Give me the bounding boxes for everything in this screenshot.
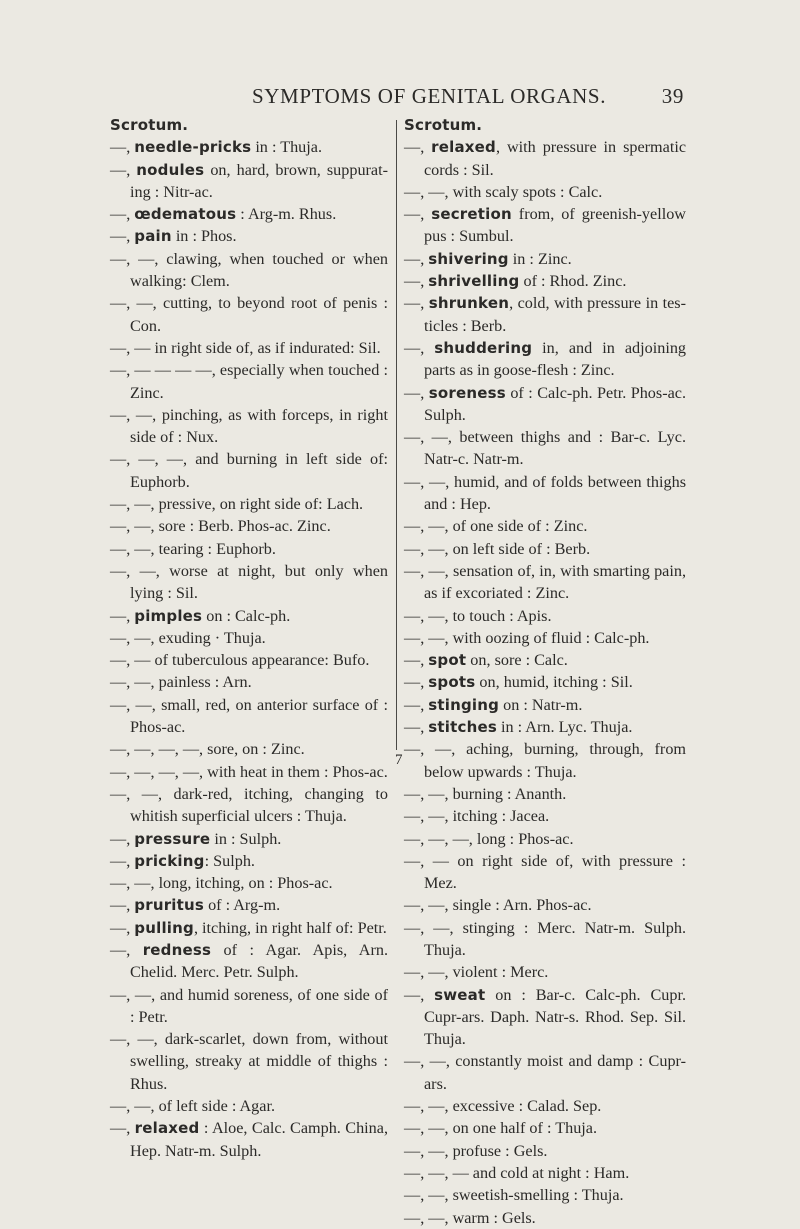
entry-text: : Aloe, Calc. Camph. China, Hep. Natr-m. Sulph. [130, 1119, 388, 1160]
entry-text: , with pressure in spermatic cords : Sil. [424, 138, 687, 179]
index-entry [404, 248, 686, 270]
index-entry [404, 538, 686, 560]
entry-lead: —, [110, 160, 137, 179]
entry-keyword: pimples [134, 606, 203, 625]
entry-text: , cold, with pressure in tes-ticles : Berb. [424, 294, 686, 335]
entry-text: —, —, pinching, as with forceps, in right side of : Nux. [110, 405, 388, 447]
entry-text: : Sulph. [204, 851, 255, 870]
entry-keyword: spot [428, 651, 467, 670]
index-entry [110, 136, 388, 158]
entry-keyword: sweat [434, 985, 486, 1004]
index-entry [404, 828, 686, 850]
right-column [404, 114, 686, 1229]
index-entry [404, 1184, 686, 1206]
entry-text: —, —, —, and burning in left side of: Euphorb. [110, 450, 388, 491]
entry-text: —, —, constantly moist and damp : Cupr-ars. [404, 1052, 686, 1093]
entry-keyword: pressure [134, 829, 211, 848]
index-entry [404, 850, 686, 895]
entry-keyword: relaxed [431, 138, 496, 157]
index-entry [404, 471, 686, 516]
entry-text: on, humid, itching : Sil. [475, 673, 633, 692]
index-entry [404, 560, 686, 605]
entry-lead: —, [110, 918, 135, 937]
index-entry [110, 337, 388, 359]
entry-text: —, —, with oozing of fluid : Calc-ph. [404, 628, 650, 647]
index-entry [404, 694, 686, 716]
entry-text: —, —, with scaly spots : Calc. [404, 182, 603, 201]
index-entry [404, 961, 686, 983]
entry-keyword: shrunken [428, 294, 510, 313]
entry-keyword: shrivelling [428, 272, 520, 291]
entry-lead: —, [110, 227, 135, 246]
entry-text: in : Arn. Lyc. Thuja. [496, 718, 633, 737]
index-entry [404, 716, 686, 738]
entry-text: —, —, sore : Berb. Phos-ac. Zinc. [110, 517, 331, 536]
index-entry [404, 1117, 686, 1139]
index-entry [110, 738, 388, 760]
entry-text: on, hard, brown, suppurat-ing : Nitr-ac. [130, 160, 389, 201]
index-entry [110, 627, 388, 649]
entry-text: in, and in adjoining parts as in goose-flesh : Zinc. [424, 338, 687, 380]
entry-keyword: pulling [134, 918, 194, 937]
page-number: 39 [661, 84, 684, 108]
entry-text: —, —, sweetish-smelling : Thuja. [404, 1186, 624, 1205]
entry-text: —, —, dark-scarlet, down from, without swelling, streaky at middle of thighs : Rhus. [110, 1030, 388, 1093]
index-entry [404, 270, 686, 292]
column-heading: Scrotum. [110, 116, 189, 134]
entry-text: —, — on right side of, with pressure : Mez. [404, 851, 686, 893]
entry-text: in : Thuja. [251, 138, 323, 157]
entry-keyword: shuddering [434, 338, 533, 357]
index-entry [404, 984, 686, 1051]
index-entry [404, 515, 686, 537]
entry-text: —, —, profuse : Gels. [404, 1141, 548, 1160]
index-entry [110, 515, 388, 537]
entry-lead: —, [404, 651, 429, 670]
index-entry [404, 738, 686, 783]
entry-lead: —, [404, 985, 435, 1004]
column-heading: Scrotum. [404, 116, 483, 134]
index-entry [404, 1207, 686, 1229]
index-entry [404, 671, 686, 693]
running-title: SYMPTOMS OF GENITAL ORGANS. [252, 84, 607, 108]
index-entry [110, 894, 388, 916]
index-entry [110, 1028, 388, 1095]
entry-lead: —, [110, 851, 135, 870]
index-entry [404, 426, 686, 471]
index-entry [404, 181, 686, 203]
entry-text: —, —, — and cold at night : Ham. [404, 1163, 630, 1182]
entry-lead: —, [404, 673, 429, 692]
entry-lead: —, [110, 205, 135, 224]
entry-text: —, —, violent : Merc. [404, 963, 549, 982]
index-entry [110, 1117, 388, 1162]
entry-text: —, —, on left side of : Berb. [404, 539, 591, 558]
entry-keyword: redness [142, 940, 212, 959]
entry-text: in : Zinc. [508, 249, 572, 268]
entry-text: —, —, on one half of : Thuja. [404, 1119, 598, 1138]
entry-text: , itching, in right half of: Petr. [193, 918, 387, 937]
index-entry [110, 493, 388, 515]
entry-text: on : Bar-c. Calc-ph. Cupr. Cupr-ars. Daph. Natr-s. Rhod. Sep. Sil. Thuja. [424, 985, 686, 1049]
entry-text: —, —, aching, burning, through, from below upwards : Thuja. [404, 740, 686, 781]
index-entry [404, 382, 686, 427]
entry-keyword: shivering [428, 249, 509, 268]
entry-text: —, —, and humid soreness, of one side of : Petr. [110, 985, 388, 1026]
index-entry [110, 359, 388, 404]
entry-lead: —, [404, 138, 432, 157]
entry-text: —, —, itching : Jacea. [404, 807, 550, 826]
signature-mark: 7 [395, 752, 403, 768]
entry-keyword: secretion [431, 205, 512, 224]
entry-keyword: pricking [134, 851, 205, 870]
index-entry [404, 337, 686, 382]
entry-keyword: soreness [428, 383, 506, 402]
index-entry [110, 984, 388, 1029]
entry-keyword: pain [134, 227, 172, 246]
index-entry [110, 761, 388, 783]
index-entry [404, 203, 686, 248]
index-entry [110, 605, 388, 627]
column-divider [396, 120, 397, 750]
entry-text: —, —, pressive, on right side of: Lach. [110, 495, 364, 514]
index-entry [110, 671, 388, 693]
index-entry [110, 404, 388, 449]
entry-text: —, —, warm : Gels. [404, 1208, 536, 1227]
entry-text: on, sore : Calc. [466, 651, 568, 670]
entry-text: in : Phos. [171, 227, 237, 246]
entry-lead: —, [404, 249, 429, 268]
entry-text: —, —, —, long : Phos-ac. [404, 829, 574, 848]
entry-text: —, —, stinging : Merc. Natr-m. Sulph. Thuja. [404, 918, 686, 959]
entry-lead: —, [404, 338, 435, 357]
index-entry [404, 917, 686, 962]
entry-text: of : Arg-m. [204, 896, 281, 915]
entry-keyword: relaxed [134, 1119, 200, 1138]
entry-keyword: needle-pricks [134, 138, 252, 157]
index-entry [404, 627, 686, 649]
index-entry [404, 805, 686, 827]
entry-text: of : Rhod. Zinc. [519, 272, 627, 291]
entry-text: —, —, single : Arn. Phos-ac. [404, 896, 592, 915]
index-entry [110, 538, 388, 560]
entry-text: —, —, between thighs and : Bar-c. Lyc. Natr-c. Natr-m. [404, 428, 686, 469]
index-entry [110, 649, 388, 671]
index-entry [404, 136, 686, 181]
index-entry [404, 783, 686, 805]
entry-text: —, —, of left side : Agar. [110, 1097, 275, 1116]
entry-text: —, —, dark-red, itching, changing to whitish superficial ulcers : Thuja. [110, 784, 388, 826]
entry-text: from, of greenish-yellow pus : Sumbul. [424, 205, 686, 246]
index-entry [404, 1140, 686, 1162]
entry-lead: —, [110, 138, 135, 157]
index-entry [110, 292, 388, 337]
entry-lead: —, [404, 383, 429, 402]
index-entry [404, 605, 686, 627]
entry-text: —, —, —, —, with heat in them : Phos-ac. [110, 762, 388, 781]
index-entry [110, 939, 388, 984]
entry-lead: —, [110, 940, 143, 959]
entry-text: of : Calc-ph. Petr. Phos-ac. Sulph. [424, 383, 687, 424]
entry-text: —, —, cutting, to beyond root of penis : Con. [110, 294, 388, 335]
entry-text: of : Agar. Apis, Arn. Chelid. Merc. Petr. Sulph. [130, 940, 388, 982]
entry-text: —, — in right side of, as if indurated: Sil. [110, 338, 381, 357]
entry-text: —, —, exuding · Thuja. [110, 628, 266, 647]
entry-text: —, —, to touch : Apis. [404, 606, 552, 625]
index-entry [110, 872, 388, 894]
entry-text: —, — — — —, especially when touched : Zinc. [110, 361, 388, 402]
index-entry [110, 203, 388, 225]
index-entry [404, 292, 686, 337]
index-entry [110, 783, 388, 828]
entry-lead: —, [110, 896, 135, 915]
index-entry [404, 649, 686, 671]
entry-text: : Arg-m. Rhus. [236, 205, 337, 224]
entry-text: on : Calc-ph. [202, 606, 291, 625]
entry-text: —, —, sensation of, in, with smarting pain, as if excoriated : Zinc. [404, 561, 686, 603]
index-entry [110, 225, 388, 247]
entry-lead: —, [404, 294, 429, 313]
entry-text: in : Sulph. [210, 829, 282, 848]
left-column [110, 114, 388, 1162]
entry-lead: —, [404, 272, 429, 291]
entry-lead: —, [404, 718, 429, 737]
entry-keyword: spots [428, 673, 476, 692]
index-entry [110, 850, 388, 872]
entry-text: on : Natr-m. [499, 695, 583, 714]
entry-text: —, —, painless : Arn. [110, 673, 252, 692]
index-entry [404, 1095, 686, 1117]
index-entry [110, 828, 388, 850]
entry-keyword: stinging [428, 695, 500, 714]
index-entry [110, 917, 388, 939]
index-entry [404, 1162, 686, 1184]
entry-lead: —, [404, 205, 432, 224]
index-entry [110, 1095, 388, 1117]
entry-text: —, —, burning : Ananth. [404, 784, 567, 803]
entry-keyword: œdematous [134, 205, 237, 224]
entry-lead: —, [110, 606, 135, 625]
index-entry [110, 560, 388, 605]
entry-keyword: pruritus [134, 896, 205, 915]
entry-text: —, —, excessive : Calad. Sep. [404, 1097, 602, 1116]
entry-text: —, —, small, red, on anterior surface of : Phos-ac. [110, 695, 388, 737]
entry-text: —, —, long, itching, on : Phos-ac. [110, 874, 333, 893]
entry-keyword: nodules [136, 160, 205, 179]
index-entry [110, 248, 388, 293]
entry-text: —, — of tuberculous appearance: Bufo. [110, 651, 370, 670]
entry-lead: —, [110, 829, 135, 848]
index-entry [404, 1050, 686, 1095]
index-entry [404, 894, 686, 916]
entry-lead: —, [404, 695, 429, 714]
entry-text: —, —, worse at night, but only when lying : Sil. [110, 561, 388, 603]
entry-text: —, —, —, —, sore, on : Zinc. [110, 740, 305, 759]
entry-text: —, —, of one side of : Zinc. [404, 517, 588, 536]
entry-lead: —, [110, 1119, 135, 1138]
entry-text: —, —, humid, and of folds between thighs and : Hep. [404, 472, 686, 514]
entry-text: —, —, tearing : Euphorb. [110, 539, 276, 558]
index-entry [110, 448, 388, 493]
index-entry [110, 694, 388, 739]
entry-text: —, —, clawing, when touched or when walking: Clem. [110, 249, 388, 291]
entry-keyword: stitches [428, 718, 497, 737]
index-entry [110, 159, 388, 204]
